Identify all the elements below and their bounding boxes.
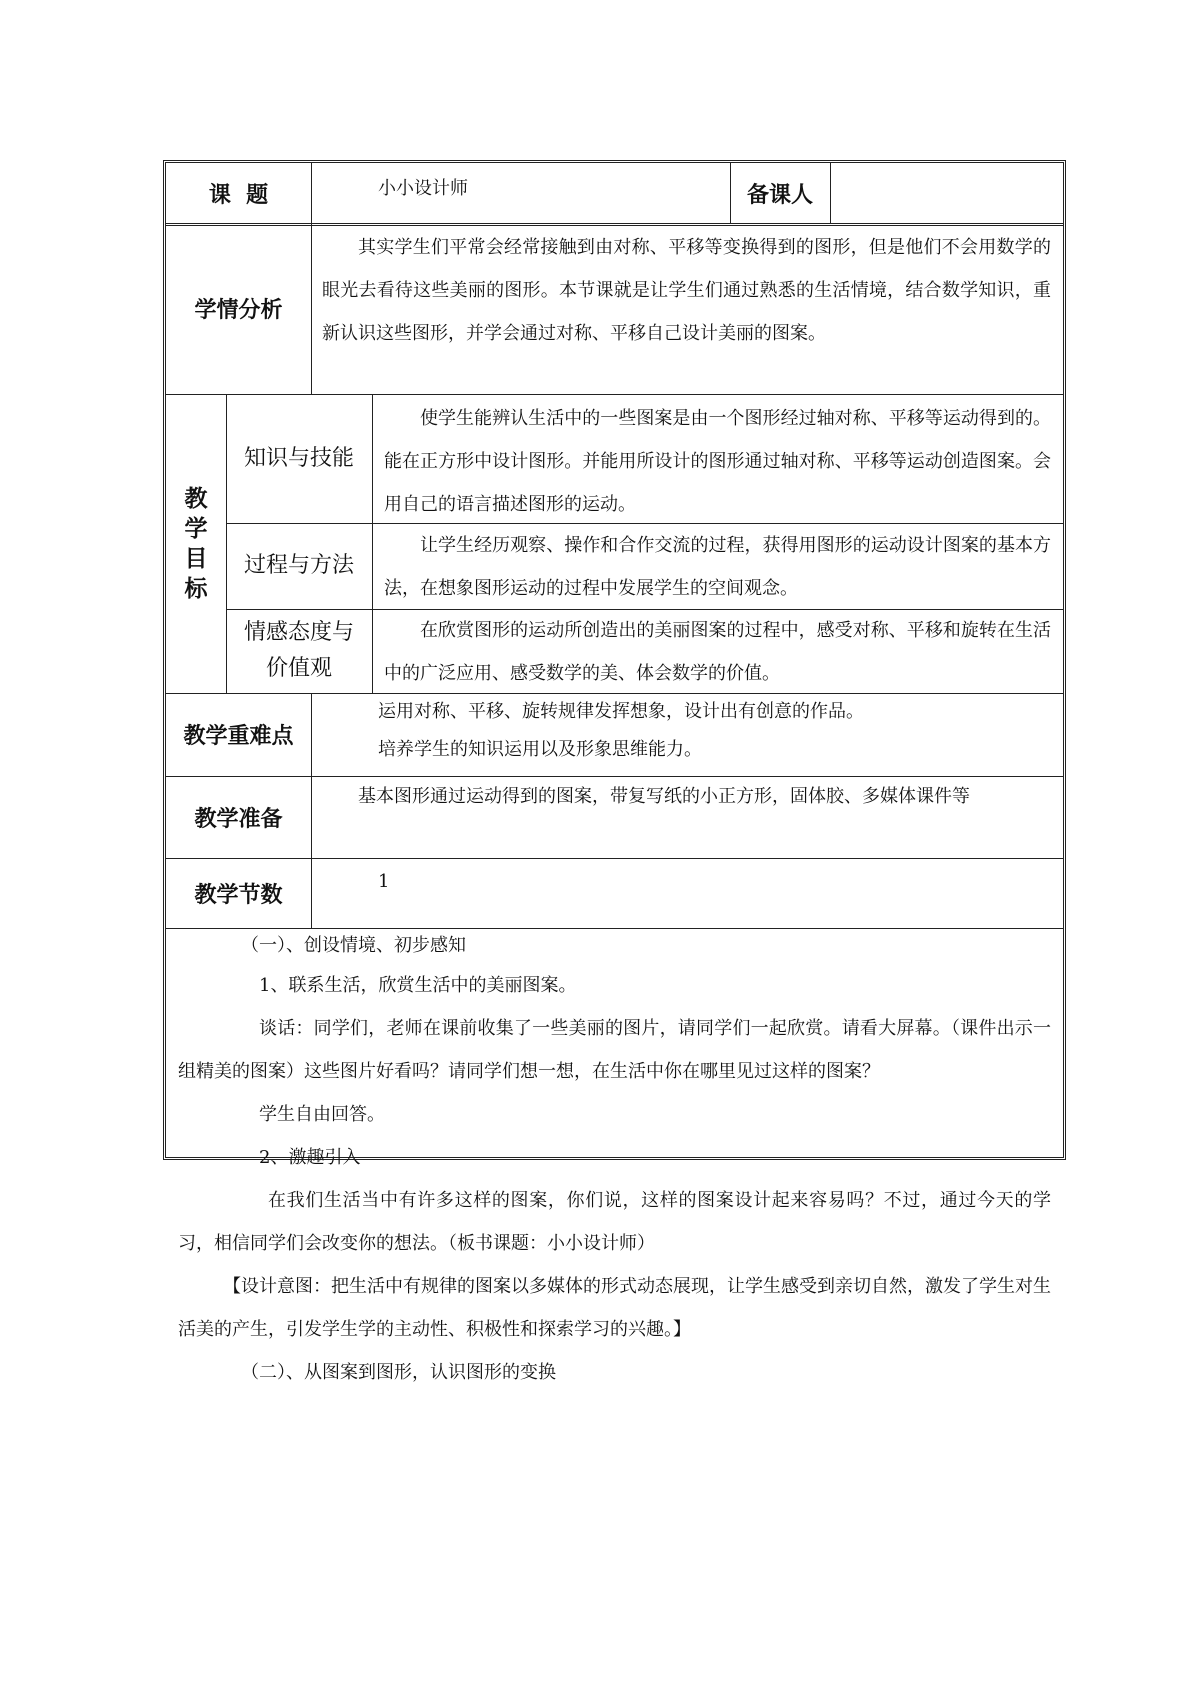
talk-paragraph: 谈话：同学们，老师在课前收集了一些美丽的图片，请同学们一起欣赏。请看大屏幕。（课件出示一组精美的图案）这些图片好看吗？请同学们想一想，在生活中你在哪里见过这样的图案？ [178, 1018, 1051, 1082]
key-points-label: 教学重难点 [183, 724, 294, 749]
lesson-plan-table [163, 160, 1066, 1383]
col-divider [372, 394, 373, 693]
section1-title: （一）、创设情境、初步感知 [241, 935, 466, 956]
objectives-label-char: 学 [184, 515, 208, 542]
teaching-process [178, 928, 1051, 1394]
knowledge-text: 使学生能辨认生活中的一些图案是由一个图形经过轴对称、平移等运动得到的。能在正方形中设计图形。并能用所设计的图形通过轴对称、平移等运动创造图案。会用自己的语言描述图形的运动。 [384, 408, 1051, 515]
sessions-label: 教学节数 [194, 882, 283, 908]
col-divider [830, 163, 831, 223]
student-analysis-label: 学情分析 [194, 298, 283, 323]
objectives-label-char: 目 [184, 545, 208, 572]
preparer-label: 备课人 [746, 182, 813, 208]
objectives-label-char: 教 [184, 485, 208, 512]
student-answer: 学生自由回答。 [259, 1104, 385, 1125]
topic-value: 小小设计师 [378, 178, 468, 199]
student-analysis-text: 其实学生们平常会经常接触到由对称、平移等变换得到的图形，但是他们不会用数学的眼光去看待这些美丽的图形。本节课就是让学生们通过熟悉的生活情境，结合数学知识，重新认识这些图形，并学会通过对称、平移自己设计美丽的图案。 [322, 237, 1051, 344]
item2: 2、激趣引入 [259, 1147, 361, 1168]
key-points-line2: 培养学生的知识运用以及形象思维能力。 [378, 739, 702, 760]
sessions-value: 1 [378, 871, 390, 892]
emotion-label [226, 609, 372, 693]
col-divider [311, 693, 312, 928]
intro-paragraph: 在我们生活当中有许多这样的图案，你们说，这样的图案设计起来容易吗？不过，通过今天的学习，相信同学们会改变你的想法。（板书课题：小小设计师） [178, 1190, 1051, 1254]
emotion-label-line1: 情感态度与 [243, 620, 354, 645]
topic-label: 课 题 [208, 182, 269, 208]
objectives-label [166, 394, 226, 693]
process-label: 过程与方法 [243, 553, 354, 578]
item1: 1、联系生活，欣赏生活中的美丽图案。 [259, 975, 577, 996]
design-intent: 【设计意图：把生活中有规律的图案以多媒体的形式动态展现，让学生感受到亲切自然，激发了学生对生活美的产生，引发学生学的主动性、积极性和探索学习的兴趣。】 [178, 1276, 1051, 1340]
section2-title: （二）、从图案到图形，认识图形的变换 [241, 1362, 556, 1383]
emotion-text: 在欣赏图形的运动所创造出的美丽图案的过程中，感受对称、平移和旋转在生活中的广泛应用、感受数学的美、体会数学的价值。 [384, 620, 1051, 684]
col-divider [311, 163, 312, 394]
objectives-label-char: 标 [184, 575, 208, 602]
knowledge-label: 知识与技能 [243, 445, 354, 471]
process-text: 让学生经历观察、操作和合作交流的过程，获得用图形的运动设计图案的基本方法，在想象图形运动的过程中发展学生的空间观念。 [384, 535, 1051, 599]
preparation-text: 基本图形通过运动得到的图案，带复写纸的小正方形，固体胶、多媒体课件等 [358, 786, 970, 807]
preparation-label: 教学准备 [194, 806, 283, 832]
key-points-line1: 运用对称、平移、旋转规律发挥想象，设计出有创意的作品。 [378, 701, 864, 722]
emotion-label-line2: 价值观 [265, 656, 332, 681]
